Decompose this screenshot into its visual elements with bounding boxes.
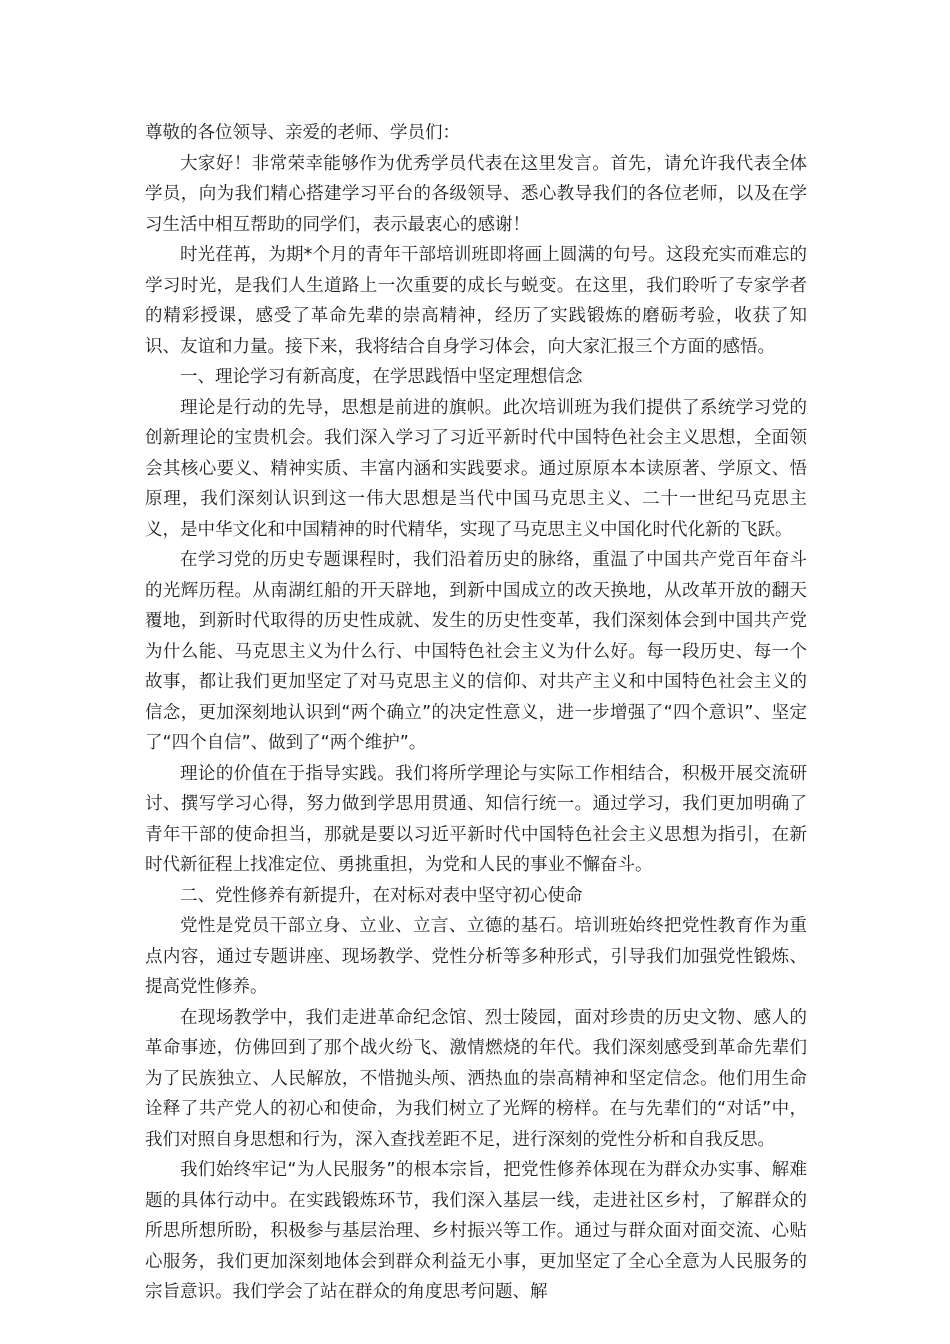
section-heading-2: 二、党性修养有新提升，在对标对表中坚守初心使命 [180, 885, 583, 906]
paragraph: 我们始终牢记“为人民服务”的根本宗旨，把党性修养体现在为群众办实事、解难题的具体行动中。在实践锻炼环节，我们深入基层一线，走进社区乡村，了解群众的所思所想所盼，积极参与基层治理、乡村振兴等工作。通过与群众面对面交流、心贴心服务，我们更加深刻地体会到群众利益无小事，更加坚定了全心全意为人民服务的宗旨意识。我们学会了站在群众的角度思考问题、解 [145, 1160, 807, 1302]
section-heading-1: 一、理论学习有新高度，在学思践悟中坚定理想信念 [180, 367, 583, 387]
paragraph: 在学习党的历史专题课程时，我们沿着历史的脉络，重温了中国共产党百年奋斗的光辉历程。从南湖红船的开天辟地，到新中国成立的改天换地，从改革开放的翻天覆地，到新时代取得的历史性成就、发生的历史性变革，我们深刻体会到中国共产党为什么能、马克思主义为什么行、中国特色社会主义为什么好。每一段历史、每一个故事，都让我们更加坚定了对马克思主义的信仰、对共产主义和中国特色社会主义的信念，更加深刻地认识到“两个确立”的决定性意义，进一步增强了“四个意识”、坚定了“四个自信”、做到了“两个维护”。 [145, 550, 807, 753]
document-body [145, 118, 807, 1308]
salutation: 尊敬的各位领导、亲爱的老师、学员们： [145, 123, 460, 143]
paragraph-intro: 时光荏苒，为期*个月的青年干部培训班即将画上圆满的句号。这段充实而难忘的学习时光，是我们人生道路上一次重要的成长与蜕变。在这里，我们聆听了专家学者的精彩授课，感受了革命先辈的崇高精神，经历了实践锻炼的磨砺考验，收获了知识、友谊和力量。接下来，我将结合自身学习体会，向大家汇报三个方面的感悟。 [145, 245, 807, 357]
paragraph-greeting: 大家好！非常荣幸能够作为优秀学员代表在这里发言。首先，请允许我代表全体学员，向为我们精心搭建学习平台的各级领导、悉心教导我们的各位老师，以及在学习生活中相互帮助的同学们，表示最衷心的感谢！ [145, 153, 807, 235]
paragraph: 党性是党员干部立身、立业、立言、立德的基石。培训班始终把党性教育作为重点内容，通过专题讲座、现场教学、党性分析等多种形式，引导我们加强党性锻炼、提高党性修养。 [145, 916, 807, 997]
paragraph: 理论的价值在于指导实践。我们将所学理论与实际工作相结合，积极开展交流研讨、撰写学习心得，努力做到学思用贯通、知信行统一。通过学习，我们更加明确了青年干部的使命担当，那就是要以习近平新时代中国特色社会主义思想为指引，在新时代新征程上找准定位、勇挑重担，为党和人民的事业不懈奋斗。 [145, 763, 807, 875]
paragraph: 理论是行动的先导，思想是前进的旗帜。此次培训班为我们提供了系统学习党的创新理论的宝贵机会。我们深入学习了习近平新时代中国特色社会主义思想，全面领会其核心要义、精神实质、丰富内涵和实践要求。通过原原本本读原著、学原文、悟原理，我们深刻认识到这一伟大思想是当代中国马克思主义、二十一世纪马克思主义，是中华文化和中国精神的时代精华，实现了马克思主义中国化时代化新的飞跃。 [145, 397, 807, 540]
paragraph: 在现场教学中，我们走进革命纪念馆、烈士陵园，面对珍贵的历史文物、感人的革命事迹，仿佛回到了那个战火纷飞、激情燃烧的年代。我们深刻感受到革命先辈们为了民族独立、人民解放，不惜抛头颅、洒热血的崇高精神和坚定信念。他们用生命诠释了共产党人的初心和使命，为我们树立了光辉的榜样。在与先辈们的“对话”中，我们对照自身思想和行为，深入查找差距不足，进行深刻的党性分析和自我反思。 [145, 1007, 807, 1150]
